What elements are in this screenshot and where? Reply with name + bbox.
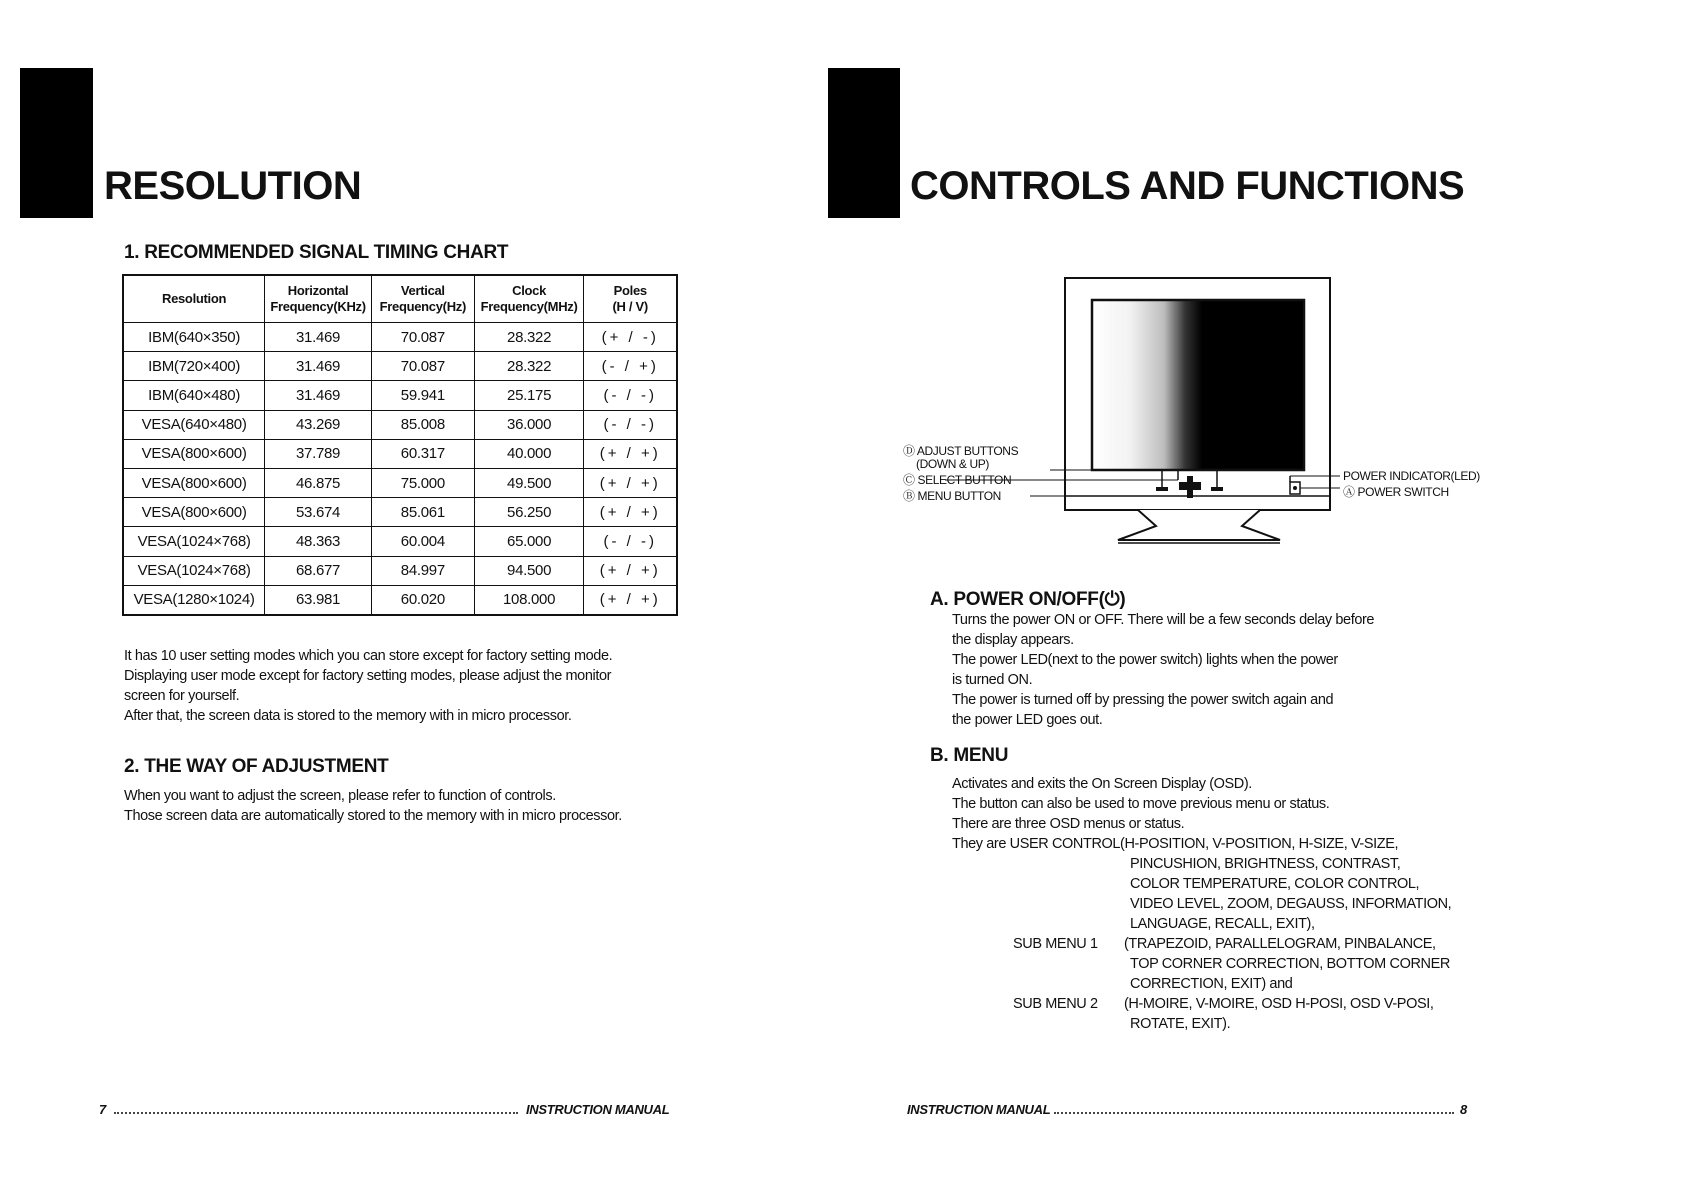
adjust-buttons-label (903, 445, 1018, 471)
right-title-block (828, 68, 900, 218)
table-row (123, 498, 677, 527)
cell-hfreq: 31.469 (265, 381, 372, 410)
paragraph-line: screen for yourself. (124, 688, 240, 704)
right-page-number: 8 (1460, 1102, 1467, 1117)
paragraph-line: Those screen data are automatically stored to the memory with in micro processor. (124, 808, 622, 824)
monitor-diagram (890, 270, 1510, 560)
cell-hfreq: 31.469 (265, 352, 372, 381)
cell-vfreq: 70.087 (371, 352, 474, 381)
paragraph-line: Displaying user mode except for factory setting modes, please adjust the monitor (124, 668, 612, 684)
cell-hfreq: 46.875 (265, 468, 372, 497)
left-page-number: 7 (99, 1102, 106, 1117)
table-row (123, 585, 677, 615)
header-clock: Clock Frequency(MHz) (474, 275, 584, 323)
menu-paragraph (952, 774, 1398, 854)
power-switch-label: Ⓐ POWER SWITCH (1343, 485, 1449, 499)
submenu2-list (1124, 994, 1434, 1034)
user-modes-paragraph (124, 646, 612, 726)
section2-heading: 2. THE WAY OF ADJUSTMENT (124, 756, 389, 777)
left-title-block (20, 68, 93, 218)
cell-resolution: IBM(640×480) (123, 381, 265, 410)
menu-button-label: Ⓑ MENU BUTTON (903, 489, 1001, 503)
paragraph-line: The power is turned off by pressing the power switch again and (952, 692, 1334, 708)
cell-hfreq: 63.981 (265, 585, 372, 615)
signal-timing-table (122, 274, 678, 616)
cell-poles: (- / +) (584, 352, 677, 381)
section1-heading: 1. RECOMMENDED SIGNAL TIMING CHART (124, 242, 509, 263)
power-icon: ⏻ (1104, 588, 1120, 610)
submenu1-label: SUB MENU 1 (1013, 936, 1098, 952)
left-footer-leader (114, 1112, 518, 1114)
cell-poles: (+ / +) (584, 439, 677, 468)
paragraph-line: VIDEO LEVEL, ZOOM, DEGAUSS, INFORMATION, (1130, 896, 1452, 912)
cell-clock: 94.500 (474, 556, 584, 585)
paragraph-line: The power LED(next to the power switch) lights when the power (952, 652, 1338, 668)
paragraph-line: When you want to adjust the screen, please refer to function of controls. (124, 788, 556, 804)
sectionA-heading (930, 588, 1125, 611)
cell-hfreq: 48.363 (265, 527, 372, 556)
table-row (123, 323, 677, 352)
table-row (123, 439, 677, 468)
adjustment-paragraph (124, 786, 622, 826)
table-row (123, 381, 677, 410)
cell-resolution: VESA(800×600) (123, 439, 265, 468)
cell-vfreq: 85.008 (371, 410, 474, 439)
cell-clock: 56.250 (474, 498, 584, 527)
power-paragraph (952, 610, 1374, 730)
cell-poles: (+ / -) (584, 323, 677, 352)
cell-hfreq: 43.269 (265, 410, 372, 439)
paragraph-line: COLOR TEMPERATURE, COLOR CONTROL, (1130, 876, 1420, 892)
paragraph-line: There are three OSD menus or status. (952, 816, 1185, 832)
header-resolution: Resolution (123, 275, 265, 323)
cell-vfreq: 75.000 (371, 468, 474, 497)
cell-hfreq: 31.469 (265, 323, 372, 352)
cell-poles: (+ / +) (584, 498, 677, 527)
down-button (1156, 487, 1168, 491)
cell-resolution: VESA(800×600) (123, 498, 265, 527)
table-header-row (123, 275, 677, 323)
paragraph-line: ROTATE, EXIT). (1130, 1016, 1231, 1032)
cell-poles: (- / -) (584, 527, 677, 556)
cell-vfreq: 84.997 (371, 556, 474, 585)
right-footer-label: INSTRUCTION MANUAL (907, 1102, 1051, 1117)
cell-resolution: VESA(800×600) (123, 468, 265, 497)
right-footer-leader (1054, 1112, 1454, 1114)
cell-vfreq: 59.941 (371, 381, 474, 410)
monitor-stand (1118, 510, 1280, 540)
paragraph-line: The button can also be used to move previous menu or status. (952, 796, 1330, 812)
paragraph-line: TOP CORNER CORRECTION, BOTTOM CORNER (1130, 956, 1450, 972)
paragraph-line: Activates and exits the On Screen Display (OSD). (952, 776, 1252, 792)
paragraph-line: the display appears. (952, 632, 1074, 648)
cell-vfreq: 70.087 (371, 323, 474, 352)
cell-vfreq: 85.061 (371, 498, 474, 527)
paragraph-line: They are USER CONTROL(H-POSITION, V-POSITION, H-SIZE, V-SIZE, (952, 836, 1399, 852)
table-row (123, 410, 677, 439)
right-page-title: CONTROLS AND FUNCTIONS (910, 164, 1465, 208)
cell-resolution: VESA(1024×768) (123, 527, 265, 556)
cell-clock: 25.175 (474, 381, 584, 410)
cell-clock: 36.000 (474, 410, 584, 439)
paragraph-line: the power LED goes out. (952, 712, 1103, 728)
table-row (123, 527, 677, 556)
cell-vfreq: 60.317 (371, 439, 474, 468)
sectionA-heading-text: A. POWER ON/OFF( (930, 589, 1105, 610)
table-row (123, 556, 677, 585)
cell-resolution: VESA(1024×768) (123, 556, 265, 585)
paragraph-line: After that, the screen data is stored to the memory with in micro processor. (124, 708, 572, 724)
cell-hfreq: 53.674 (265, 498, 372, 527)
cell-resolution: IBM(640×350) (123, 323, 265, 352)
cell-hfreq: 68.677 (265, 556, 372, 585)
submenu2-label: SUB MENU 2 (1013, 996, 1098, 1012)
cell-clock: 108.000 (474, 585, 584, 615)
cell-poles: (+ / +) (584, 585, 677, 615)
user-control-list (1130, 854, 1451, 934)
header-horizontal: Horizontal Frequency(KHz) (265, 275, 372, 323)
paragraph-line: LANGUAGE, RECALL, EXIT), (1130, 916, 1315, 932)
cell-clock: 40.000 (474, 439, 584, 468)
submenu1-list (1124, 934, 1450, 994)
cell-resolution: VESA(1280×1024) (123, 585, 265, 615)
header-vertical: Vertical Frequency(Hz) (371, 275, 474, 323)
cell-hfreq: 37.789 (265, 439, 372, 468)
cell-clock: 49.500 (474, 468, 584, 497)
adjust-buttons-line1: Ⓓ ADJUST BUTTONS (903, 444, 1019, 458)
paragraph-line: (TRAPEZOID, PARALLELOGRAM, PINBALANCE, (1124, 936, 1436, 952)
cell-vfreq: 60.020 (371, 585, 474, 615)
sectionB-heading: B. MENU (930, 745, 1009, 766)
paragraph-line: It has 10 user setting modes which you can store except for factory setting mode. (124, 648, 613, 664)
cell-clock: 28.322 (474, 323, 584, 352)
cell-poles: (+ / +) (584, 468, 677, 497)
paragraph-line: Turns the power ON or OFF. There will be a few seconds delay before (952, 612, 1375, 628)
select-button-label: Ⓒ SELECT BUTTON (903, 473, 1012, 487)
left-page-title: RESOLUTION (104, 164, 362, 208)
cell-poles: (+ / +) (584, 556, 677, 585)
up-button (1211, 487, 1223, 491)
header-poles: Poles (H / V) (584, 275, 677, 323)
sectionA-heading-end: ) (1119, 589, 1126, 610)
paragraph-line: (H-MOIRE, V-MOIRE, OSD H-POSI, OSD V-POSI, (1124, 996, 1434, 1012)
paragraph-line: CORRECTION, EXIT) and (1130, 976, 1293, 992)
cell-resolution: VESA(640×480) (123, 410, 265, 439)
left-footer-label: INSTRUCTION MANUAL (526, 1102, 670, 1117)
paragraph-line: is turned ON. (952, 672, 1033, 688)
cell-resolution: IBM(720×400) (123, 352, 265, 381)
table-row (123, 352, 677, 381)
table-row (123, 468, 677, 497)
power-indicator-label: POWER INDICATOR(LED) (1343, 469, 1480, 483)
cell-vfreq: 60.004 (371, 527, 474, 556)
cell-clock: 28.322 (474, 352, 584, 381)
cell-poles: (- / -) (584, 410, 677, 439)
monitor-screen (1092, 300, 1304, 470)
cell-clock: 65.000 (474, 527, 584, 556)
cell-poles: (- / -) (584, 381, 677, 410)
adjust-buttons-line2: (DOWN & UP) (916, 457, 989, 471)
paragraph-line: PINCUSHION, BRIGHTNESS, CONTRAST, (1130, 856, 1401, 872)
